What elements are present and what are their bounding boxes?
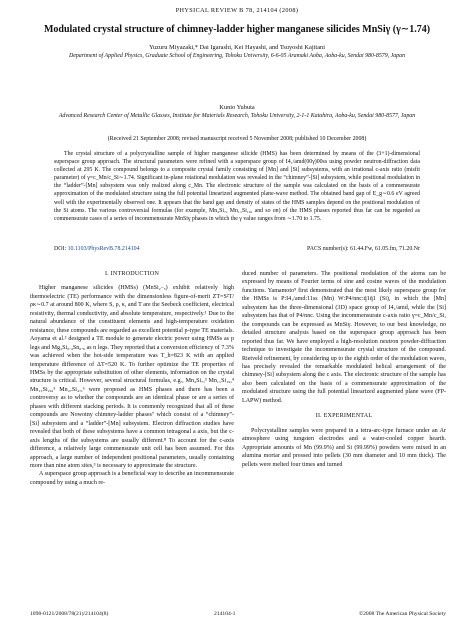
- doi-link[interactable]: 10.1103/PhysRevB.78.214104: [67, 246, 140, 252]
- author-list: Yuzuru Miyazaki,* Dai Igarashi, Kei Hayashi, and Tsuyoshi Kajitani: [148, 44, 326, 51]
- paper-title: Modulated crystal structure of chimney-ladder higher manganese silicides MnSiγ (γ∼1.74): [43, 24, 431, 35]
- doi: [54, 246, 140, 252]
- pacs-numbers: PACS number(s): 61.44.Fw, 61.05.fm, 71.20.Nr: [307, 246, 420, 252]
- footer-copyright: ©2008 The American Physical Society: [358, 611, 446, 617]
- footer-issn: 1098-0121/2008/78(21)/214104(8): [30, 611, 109, 617]
- received-dates: (Received 21 September 2008; revised manuscript received 5 November 2008; published 10 December 2008): [107, 136, 367, 142]
- intro-paragraph: Higher manganese silicides (HMSs) (MnSi₂₋ₓ) exhibit relatively high thermoelectric (TE) performance with the dimensionless figure-of-merit ZT=S²T/ρκ∼0.7 at around 800 K, where S, ρ, κ, and T are the Seebeck coefficient, electrical resistivity, thermal conductivity, and absolute temperature, respectively.¹ Due to the natural abundance of the constituent elements and high-temperature oxidation resistance, these compounds are regarded as excellent potential p-type TE materials. Aoyama et al.² designed a TE module to generate electric power using HMSs as p legs and Mg₂Si₀.₄Sn₀.₆ as n legs. They reported that a conversion efficiency of 7.3% was achieved when the hot-side temperature was T_h=823 K with an applied temperature difference of ΔT=520 K. To further optimize the TE properties of HMSs by the appropriate substitution of other elements, information on the crystal structure is critical. However, several structural formulas, e.g., Mn₄Si₇,³ Mn₁₁Si₁₉,⁴ Mn₁₅Si₂₆,⁵ Mn₂₇Si₄₇,⁶ were proposed as HMS phases and there has been a controversy as to whether the compounds are an identical phase or are a series of phases with different stacking periods. It is commonly recognized that all of these compounds are Nowotny chimney-ladder phases⁷ which consist of a “chimney”-[Si] subsystem and a “ladder”-[Mn] subsystem. Electron diffraction studies have revealed that both of these subsystems have a common tetragonal a axis, but the c-axis lengths of the subsystems are usually different.⁸ To account for the c-axis difference, a relatively large commensurate unit cell has been assumed. For this approach, a large number of independent positional parameters, usually containing more than nine atom sites,³ is necessary to approximate the structure.: [30, 285, 234, 469]
- footer-page-number: 214104-1: [214, 611, 236, 617]
- author-list-2: Kunio Yubuta: [219, 104, 255, 111]
- affiliation-1: Department of Applied Physics, Graduate School of Engineering, Tohoku University, 6-6-05 Aramaki Aoba, Aoba-ku, Sendai 980-8579, Japan: [68, 53, 406, 59]
- experimental-paragraph: Polycrystalline samples were prepared in a tetra-arc-type furnace under an Ar atmosphere using tungsten electrodes and a water-cooled copper hearth. Appropriate amounts of Mn (99.9%) and Si (99.99%) powders were mixed in an alumina mortar and pressed into pellets (30 mm diameter and 10 mm thick). The pellets were melted four times and turned: [242, 427, 446, 468]
- intro-paragraph: A superspace group approach is a beneficial way to describe an incommensurate compound by using a much re-: [30, 471, 234, 486]
- intro-paragraph-continued: duced number of parameters. The positional modulation of the atoms can be expressed by means of Fourier terms of sine and cosine waves of the modulation functions. Yamamoto⁹ first demonstrated that the most likely superspace group for the HMSs is P:I4₁/amd:11ss (Mn) W:P4/nnc:q̄1q̄1 (Si), in which the [Mn] subsystem has the three-dimensional (3D) space group of I4₁/amd, while the [Si] subsystem has that of P4/nnc. Using the incommensurate c-axis ratio γ=c_Mn/c_Si, the compounds can be expressed as MnSiγ. However, to our best knowledge, no detailed structure analysis based on the superspace group approach has been reported thus far. We have employed a high-resolution neutron powder-diffraction technique to investigate the incommensurate crystal structure of the compound. Rietveld refinement, by considering up to the eighth order of the modulation waves, has precisely revealed the remarkable modulated helical arrangement of the chimney-[Si] subsystem along the c axis. The electronic structure of the sample has also been calculated on the basis of a commensurate approximation of the modulated structure using the full potential linearized augmented plane wave (FP-LAPW) method.: [242, 271, 446, 404]
- section-heading-introduction: I. INTRODUCTION: [104, 271, 160, 277]
- running-head: PHYSICAL REVIEW B 78, 214104 (2008): [175, 7, 299, 14]
- section-heading-experimental: II. EXPERIMENTAL: [315, 413, 373, 420]
- left-column: [30, 270, 234, 487]
- right-column: [242, 270, 446, 469]
- abstract: The crystal structure of a polycrystalline sample of higher manganese silicide (HMS) has been determined by means of the (3+1)-dimensional superspace group approach. The structural parameters were refined with a superspace group of I4₁/amd(00γ)00ss using powder neutron-diffraction data collected at 295 K. The compound belongs to a composite crystal family consisting of [Mn] and [Si] subsystems, with an irrational c-axis ratio (misfit parameter) of γ=c_Mn/c_Si∼1.74. Significant in-plane rotational modulation was revealed in the “chimney”-[Si] subsystem, while positional modulation in the “ladder”-[Mn] subsystem was only realized along c_Mn. The electronic structure of the sample was calculated on the basis of a commensurate approximation of the modulated structure using the full potential linearized augmented plane-wave method. The obtained band gap of E_g∼0.6 eV agreed well with the experimentally observed one. It appears that the band gap and density of states of the HMS samples depend on the positional modulation of the Si atoms. The various controversial formulas (for example, Mn₄Si₇, Mn₁₁Si₁₉, and so on) of the HMS phases reported thus far can be regarded as commensurate cases of a series of incommensurate MnSiγ phases in which the γ value ranges from ∼1.70 to 1.75.: [54, 151, 420, 222]
- doi-label: DOI:: [54, 246, 67, 252]
- affiliation-2: Advanced Research Center of Metallic Glasses, Institute for Materials Research, Tohoku University, 2-1-1 Katahira, Aoba-ku, Sendai 980-8577, Japan: [58, 113, 416, 119]
